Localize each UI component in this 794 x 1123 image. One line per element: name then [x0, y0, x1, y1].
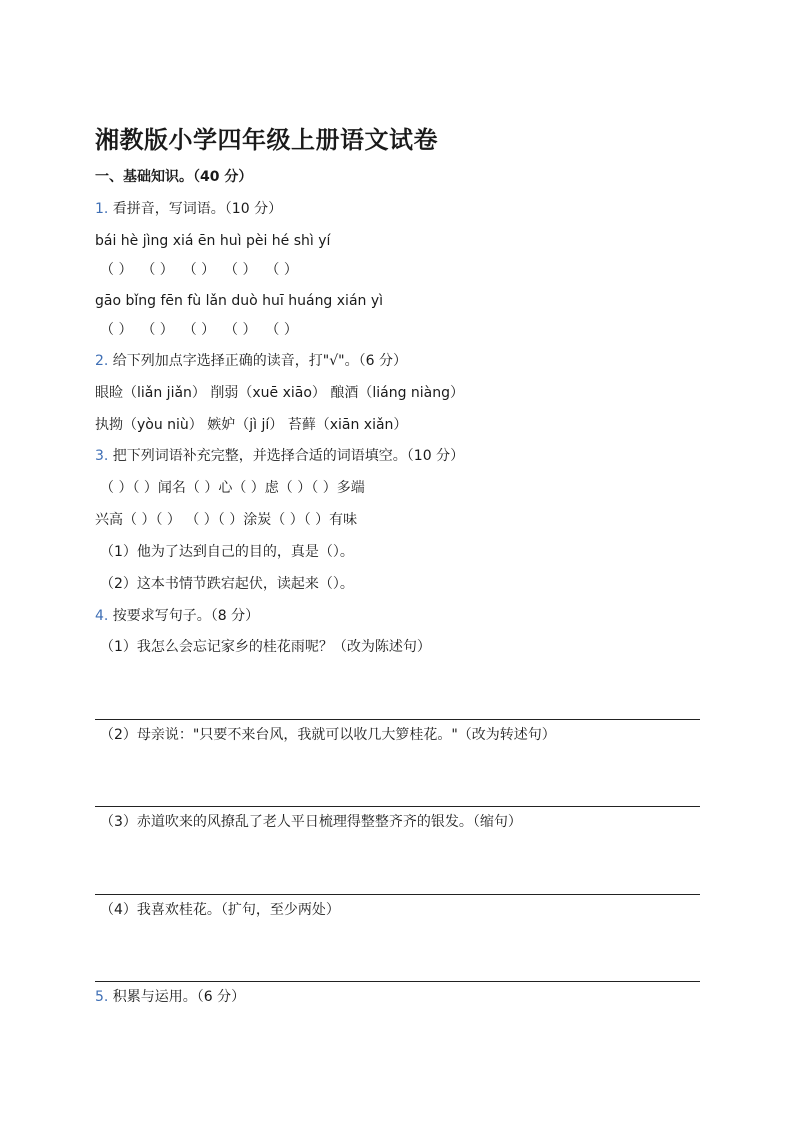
section-heading: 一、基础知识。（40 分）: [95, 169, 253, 185]
question-3: [95, 447, 464, 465]
sentence-task: （4）我喜欢桂花。（扩句，至少两处）: [100, 902, 340, 918]
sentence-task: （2）母亲说："只要不来台风，我就可以收几大箩桂花。"（改为转述句）: [100, 727, 556, 743]
question-4: [95, 607, 259, 625]
question-text: 给下列加点字选择正确的读音，打"√"。（6 分）: [108, 353, 407, 369]
question-text: 看拼音，写词语。（10 分）: [108, 201, 283, 217]
reading-choice-row: 眼睑（liǎn jiǎn） 削弱（xuē xiāo） 酿酒（liáng niàng）: [95, 385, 465, 401]
pinyin-row: gāo bǐng fēn fù lǎn duò huī huáng xián yì: [95, 293, 384, 309]
idiom-row: （ ）（ ）闻名（ ）心（ ）虑（ ）（ ）多端: [100, 480, 365, 496]
page-title: 湘教版小学四年级上册语文试卷: [95, 126, 438, 154]
question-text: 按要求写句子。（8 分）: [108, 608, 260, 624]
answer-line[interactable]: [95, 894, 700, 895]
question-number: 4.: [95, 608, 109, 624]
question-1: [95, 200, 282, 218]
blank-row: （ ） （ ） （ ） （ ） （ ）: [100, 262, 298, 278]
fill-sentence: （1）他为了达到自己的目的，真是（）。: [100, 544, 354, 560]
sentence-task: （3）赤道吹来的风撩乱了老人平日梳理得整整齐齐的银发。（缩句）: [100, 814, 522, 830]
idiom-row: 兴高（ ）（ ） （ ）（ ）涂炭（ ）（ ）有味: [95, 512, 358, 528]
question-2: [95, 352, 407, 370]
fill-sentence: （2）这本书情节跌宕起伏，读起来（）。: [100, 576, 354, 592]
answer-line[interactable]: [95, 719, 700, 720]
blank-row: （ ） （ ） （ ） （ ） （ ）: [100, 322, 298, 338]
question-number: 5.: [95, 989, 109, 1005]
question-number: 2.: [95, 353, 109, 369]
pinyin-row: bái hè jìng xiá ēn huì pèi hé shì yí: [95, 233, 331, 249]
question-text: 把下列词语补充完整，并选择合适的词语填空。（10 分）: [108, 448, 465, 464]
reading-choice-row: 执拗（yòu niù） 嫉妒（jì jí） 苔藓（xiān xiǎn）: [95, 417, 408, 433]
answer-line[interactable]: [95, 981, 700, 982]
question-number: 3.: [95, 448, 109, 464]
question-number: 1.: [95, 201, 109, 217]
question-text: 积累与运用。（6 分）: [108, 989, 246, 1005]
sentence-task: （1）我怎么会忘记家乡的桂花雨呢？（改为陈述句）: [100, 639, 431, 655]
answer-line[interactable]: [95, 806, 700, 807]
question-5: [95, 988, 245, 1006]
